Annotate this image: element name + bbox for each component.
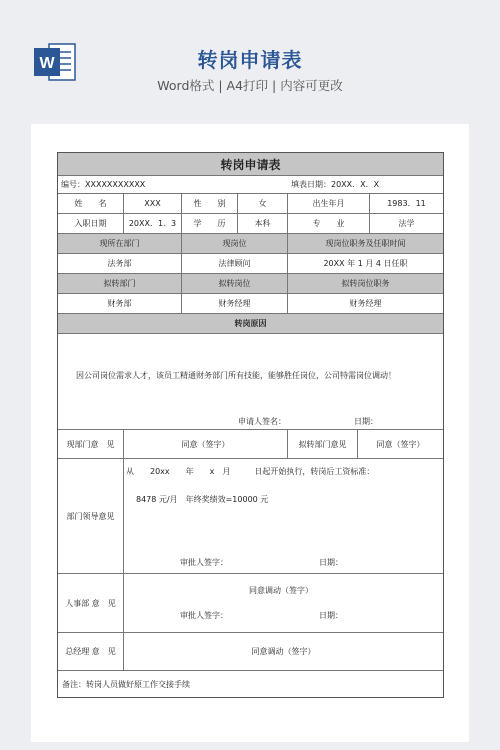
target-dept-opinion-label: 拟转部门意见 xyxy=(287,430,357,458)
hr-opinion-row xyxy=(58,573,443,632)
current-dept-opinion-label: 现部门意 见 xyxy=(66,439,115,449)
gm-opinion-row xyxy=(58,632,443,670)
major-label: 专 业 xyxy=(287,214,369,233)
applicant-sign-label: 申请人签名： xyxy=(238,417,286,426)
current-dept-header: 现所在部门 xyxy=(99,239,140,248)
fill-date: 填表日期：20XX．X．X xyxy=(291,180,380,189)
target-position-value-row xyxy=(58,293,443,313)
name-value: XXX xyxy=(123,194,181,213)
target-duty-value: 财务经理 xyxy=(287,294,443,313)
target-dept-agree: 同意（签字） xyxy=(357,430,443,458)
current-duty-header: 现岗位职务及任职时间 xyxy=(287,234,443,253)
hr-approver-sign: 审批人签字： xyxy=(180,611,228,620)
gm-agree-text: 同意调动（签字） xyxy=(123,633,443,670)
current-dept-value: 法务部 xyxy=(107,259,132,268)
education-value: 本科 xyxy=(237,214,287,233)
page-header xyxy=(0,0,500,118)
current-post-value: 法律顾问 xyxy=(181,254,287,273)
hr-date-label: 日期： xyxy=(319,611,343,620)
reason-header-row xyxy=(58,313,443,333)
birth-value: 1983．11 xyxy=(369,194,443,213)
leader-line-1: 从 20xx 年 x 月 日起开始执行，转岗后工资标准： xyxy=(126,467,375,476)
leader-opinion-label: 部门领导意见 xyxy=(66,511,115,521)
entry-label: 入职日期 xyxy=(74,219,107,228)
gender-value: 女 xyxy=(237,194,287,213)
page-title: 转岗申请表 xyxy=(197,48,303,72)
page-subtitle: Word格式 | A4打印 | 内容可更改 xyxy=(157,78,343,93)
hr-opinion-label: 人事部 意 见 xyxy=(65,598,116,608)
target-post-header: 拟转岗位 xyxy=(181,274,287,293)
leader-line-2: 8478 元/月 年终奖绩效=10000 元 xyxy=(136,495,269,504)
reason-header: 转岗原因 xyxy=(234,319,267,328)
major-value: 法学 xyxy=(369,214,443,233)
hr-opinion-content xyxy=(123,574,443,632)
basic-info-row-2 xyxy=(58,213,443,233)
leader-date-label: 日期： xyxy=(319,558,343,567)
form-meta-row xyxy=(58,175,443,193)
svg-text:W: W xyxy=(39,55,55,72)
leader-approver-sign: 审批人签字： xyxy=(180,558,228,567)
target-dept-value: 财务部 xyxy=(107,299,132,308)
applicant-date-label: 日期： xyxy=(354,417,378,426)
current-duty-value: 20XX 年 1 月 4 日任职 xyxy=(287,254,443,273)
leader-opinion-content xyxy=(123,459,443,573)
dept-opinion-row xyxy=(58,429,443,458)
form-title: 转岗申请表 xyxy=(58,153,443,175)
current-position-header-row xyxy=(58,233,443,253)
reason-section xyxy=(58,333,443,429)
target-duty-header: 拟转岗位职务 xyxy=(287,274,443,293)
form-number: 编号：XXXXXXXXXXX xyxy=(61,180,146,189)
current-dept-agree: 同意（签字） xyxy=(123,430,287,458)
target-dept-header: 拟转部门 xyxy=(103,279,136,288)
birth-label: 出生年月 xyxy=(287,194,369,213)
reason-text: 因公司岗位需求人才，该员工精通财务部门所有技能，能够胜任岗位，公司特需岗位调动！ xyxy=(76,371,396,380)
basic-info-row-1 xyxy=(58,193,443,213)
current-post-header: 现岗位 xyxy=(181,234,287,253)
hr-agree-text: 同意调动（签字） xyxy=(249,586,313,595)
gm-opinion-label: 总经理 意 见 xyxy=(65,647,116,656)
target-post-value: 财务经理 xyxy=(181,294,287,313)
target-position-header-row xyxy=(58,273,443,293)
remark-row xyxy=(58,670,443,697)
leader-opinion-row xyxy=(58,458,443,573)
gender-label: 性 别 xyxy=(181,194,237,213)
education-label: 学 历 xyxy=(181,214,237,233)
name-label: 姓 名 xyxy=(74,199,107,208)
remark-text: 备注：转岗人员做好原工作交接手续 xyxy=(62,679,190,689)
transfer-form-table xyxy=(57,152,444,698)
entry-value: 20XX．1．3 xyxy=(123,214,181,233)
current-position-value-row xyxy=(58,253,443,273)
